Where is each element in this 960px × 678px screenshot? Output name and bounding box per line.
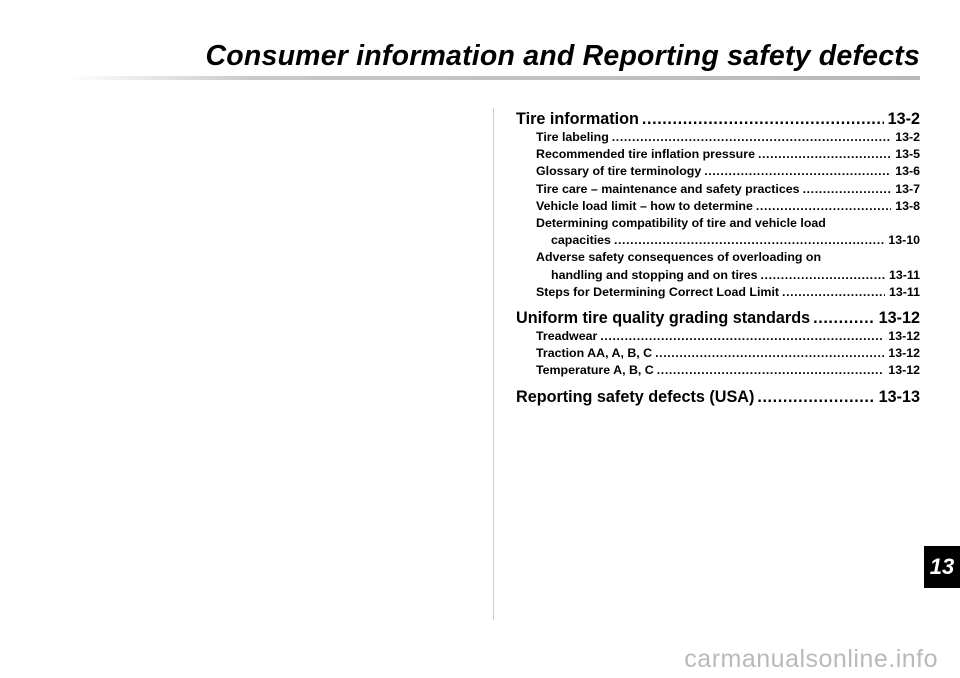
toc-item-title: Tire labeling <box>536 130 609 144</box>
dot-leader <box>600 328 884 345</box>
toc-item-title: Treadwear <box>536 329 598 344</box>
toc-item-steps-load-limit[interactable] <box>516 284 920 301</box>
dot-leader <box>612 129 891 146</box>
toc-item-title: Temperature A, B, C <box>536 363 654 378</box>
dot-leader <box>614 232 884 249</box>
table-of-contents <box>516 108 920 408</box>
toc-page-number: 13-5 <box>895 147 920 162</box>
column-divider <box>493 108 494 620</box>
dot-leader <box>803 181 892 198</box>
toc-item-title: Traction AA, A, B, C <box>536 346 653 361</box>
toc-page-number: 13-12 <box>878 309 920 328</box>
toc-section-title: Tire information <box>516 110 639 128</box>
toc-item-glossary[interactable] <box>516 163 920 180</box>
dot-leader <box>704 163 891 180</box>
toc-item-traction[interactable] <box>516 345 920 362</box>
toc-page-number: 13-11 <box>888 267 920 282</box>
toc-item-tire-care[interactable] <box>516 181 920 198</box>
toc-item-title: Steps for Determining Correct Load Limit <box>536 284 780 299</box>
toc-item-title: Glossary of tire terminology <box>536 164 702 179</box>
toc-item-title: Recommended tire inflation pressure <box>536 147 755 162</box>
toc-page-number: 13-7 <box>895 181 920 196</box>
dot-leader <box>758 146 891 163</box>
dot-leader <box>813 307 874 329</box>
toc-item-title: Vehicle load limit – how to determine <box>536 198 753 213</box>
chapter-tab[interactable] <box>924 546 960 588</box>
toc-item-title: Tire care – maintenance and safety practices <box>536 181 800 196</box>
toc-item-recommended-inflation[interactable] <box>516 146 920 163</box>
page-title: Consumer information and Reporting safety defects <box>205 40 920 72</box>
dot-leader <box>657 362 885 379</box>
toc-section-reporting-defects[interactable] <box>516 386 920 408</box>
toc-item-tire-labeling[interactable] <box>516 129 920 146</box>
toc-page-number: 13-2 <box>887 110 920 128</box>
dot-leader <box>761 267 885 284</box>
toc-item-overloading-line1[interactable]: Adverse safety consequences of overloading on <box>536 250 822 265</box>
toc-item-title: capacities <box>551 233 611 248</box>
dot-leader <box>757 386 874 408</box>
toc-item-vehicle-load-limit[interactable] <box>516 198 920 215</box>
toc-item-temperature[interactable] <box>516 362 920 379</box>
toc-item-compatibility[interactable] <box>516 232 920 249</box>
toc-page-number: 13-13 <box>878 387 920 406</box>
title-rule <box>68 76 920 80</box>
dot-leader <box>782 284 885 301</box>
toc-item-title: handling and stopping and on tires <box>551 267 758 282</box>
chapter-number: 13 <box>929 554 955 579</box>
dot-leader <box>655 345 884 362</box>
toc-section-tire-information[interactable] <box>516 108 920 130</box>
toc-page-number: 13-11 <box>888 284 920 299</box>
toc-item-overloading[interactable] <box>516 267 920 284</box>
toc-section-utqg[interactable] <box>516 307 920 329</box>
toc-page-number: 13-10 <box>888 233 920 248</box>
toc-item-treadwear[interactable] <box>516 328 920 345</box>
watermark: carmanualsonline.info <box>684 645 938 673</box>
toc-page-number: 13-2 <box>895 130 920 144</box>
toc-section-title: Uniform tire quality grading standards <box>516 309 811 328</box>
toc-page-number: 13-12 <box>888 346 920 361</box>
toc-page-number: 13-12 <box>888 329 920 344</box>
dot-leader <box>642 108 884 130</box>
toc-section-title: Reporting safety defects (USA) <box>516 387 755 406</box>
toc-page-number: 13-12 <box>888 363 920 378</box>
dot-leader <box>756 198 891 215</box>
toc-page-number: 13-8 <box>895 198 920 213</box>
toc-page-number: 13-6 <box>895 164 920 179</box>
toc-item-compatibility-line1[interactable]: Determining compatibility of tire and vehicle load <box>536 216 826 231</box>
